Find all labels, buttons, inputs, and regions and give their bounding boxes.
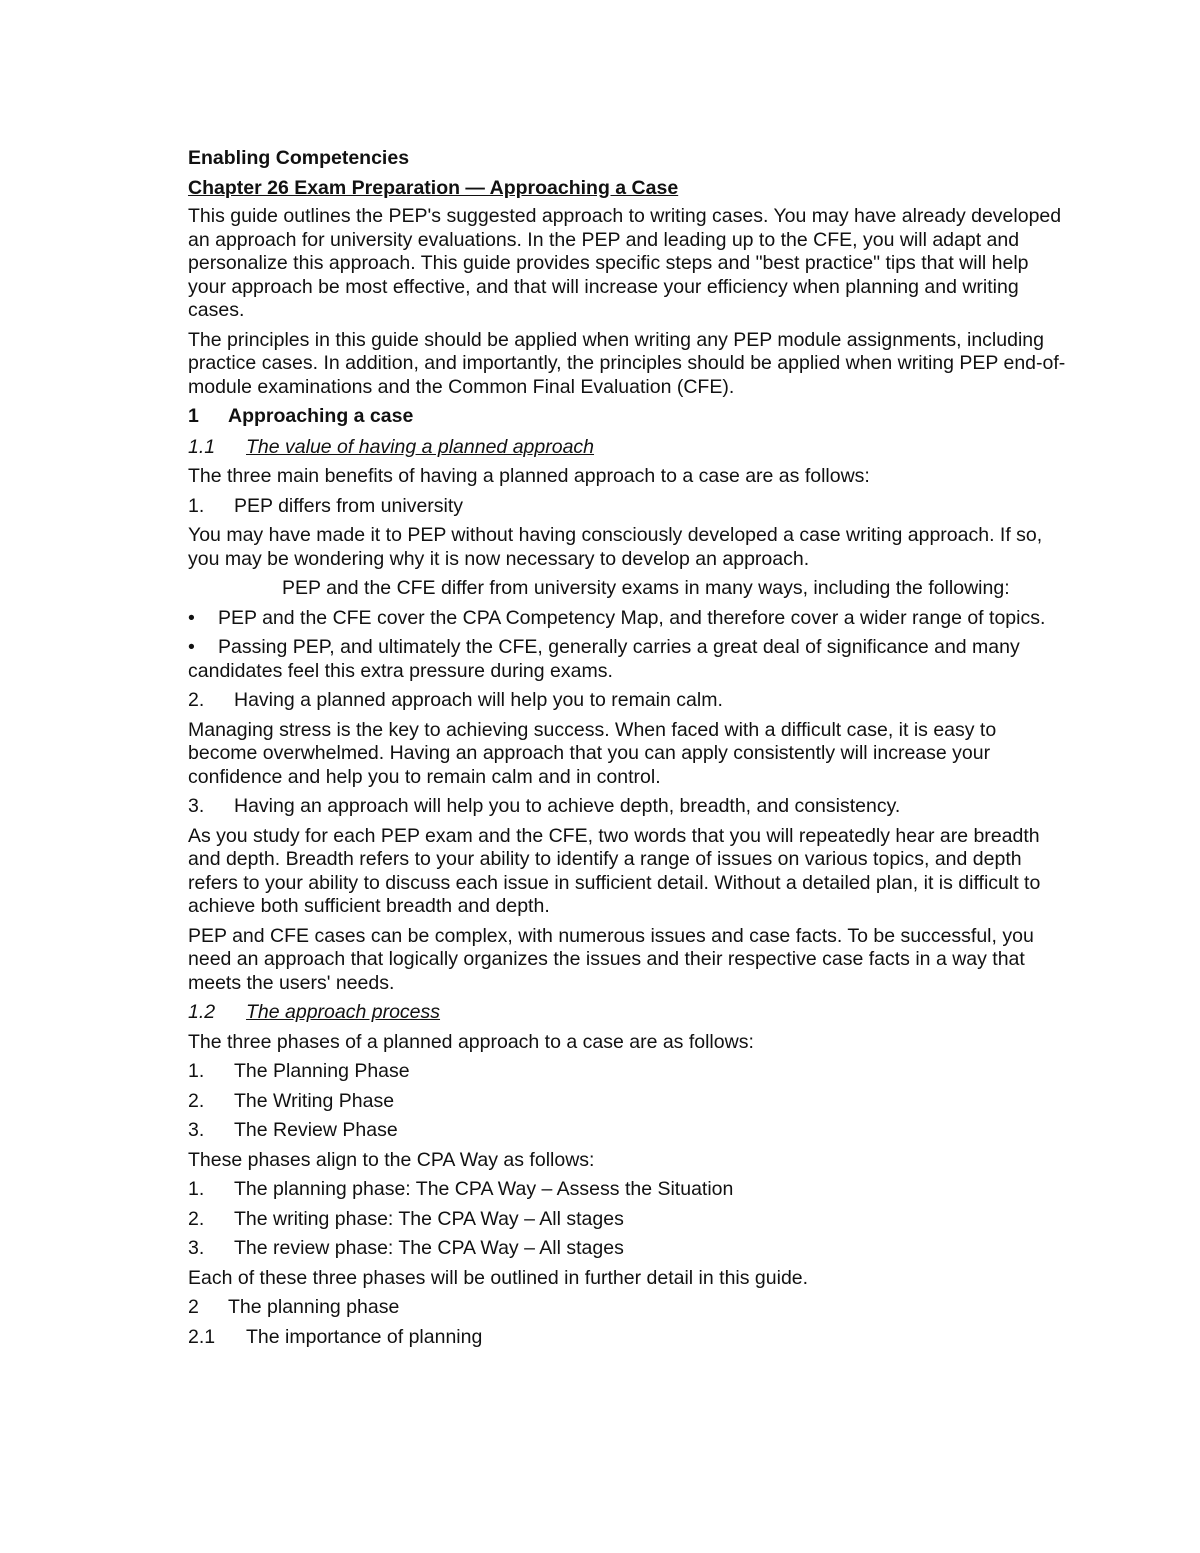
subsection-number: 1.1 bbox=[188, 435, 216, 458]
section-1-heading bbox=[188, 405, 1068, 429]
item-3-paragraph-1: As you study for each PEP exam and the CFE, two words that you will repeatedly hear are breadth and depth. Breadth refers to your ability to identify a range of issues on various topics, and depth refers to your ability to discuss each issue in sufficient detail. Without a detailed plan, it is difficult to achieve both sufficient breadth and depth. bbox=[188, 824, 1041, 917]
subsection-number: 2.1 bbox=[188, 1325, 216, 1348]
section-title: The planning phase bbox=[228, 1296, 400, 1318]
list-number: 1. bbox=[188, 1060, 205, 1082]
bullet-text: Passing PEP, and ultimately the CFE, generally carries a great deal of significance and many candidates feel this extra pressure during exams. bbox=[188, 636, 1020, 682]
subsection-title: The approach process bbox=[246, 1001, 441, 1023]
subsection-title: The importance of planning bbox=[246, 1325, 483, 1348]
subsection-1-2-heading bbox=[188, 1001, 1068, 1025]
list-item bbox=[188, 1178, 1068, 1202]
item-1-paragraph: You may have made it to PEP without having consciously developed a case writing approach. If so, you may be wondering why it is now necessary to develop an approach. bbox=[188, 524, 1043, 570]
intro-paragraph-1: This guide outlines the PEP's suggested approach to writing cases. You may have already developed an approach for university evaluations. In the PEP and leading up to the CFE, you will adapt and personalize this approach. This guide provides specific steps and "best practice" tips that will help your approach be most effective, and that will increase your efficiency when planning and writing cases. bbox=[188, 205, 1062, 321]
subsection-2-1-heading bbox=[188, 1326, 1068, 1350]
list-text: Having an approach will help you to achieve depth, breadth, and consistency. bbox=[234, 795, 901, 817]
item-3-paragraph-2: PEP and CFE cases can be complex, with numerous issues and case facts. To be successful, you need an approach that logically organizes the issues and their respective case facts in a way that meets the users' needs. bbox=[188, 924, 1034, 994]
section-2-heading bbox=[188, 1296, 1068, 1320]
subsection-number: 1.2 bbox=[188, 1001, 216, 1023]
list-text: The planning phase: The CPA Way – Assess the Situation bbox=[234, 1178, 734, 1200]
list-text: The writing phase: The CPA Way – All stages bbox=[234, 1207, 624, 1230]
document-page bbox=[188, 147, 1068, 1355]
list-item bbox=[188, 1119, 1068, 1143]
chapter-heading: Chapter 26 Exam Preparation — Approaching a Case bbox=[188, 176, 679, 199]
bullet-item bbox=[188, 636, 1068, 683]
bullet-glyph: • bbox=[188, 636, 195, 658]
list-item bbox=[188, 1208, 1068, 1232]
list-item bbox=[188, 1237, 1068, 1261]
list-number: 2. bbox=[188, 689, 205, 711]
section-number: 2 bbox=[188, 1296, 199, 1318]
closing-sentence: Each of these three phases will be outlined in further detail in this guide. bbox=[188, 1266, 809, 1289]
list-number: 1. bbox=[188, 1178, 205, 1200]
list-text: The Writing Phase bbox=[234, 1089, 395, 1112]
list-number: 2. bbox=[188, 1089, 205, 1112]
list-item bbox=[188, 795, 1068, 819]
bullet-text: PEP and the CFE cover the CPA Competency Map, and therefore cover a wider range of topics. bbox=[218, 606, 1046, 629]
list-number: 3. bbox=[188, 1237, 205, 1259]
list-number: 3. bbox=[188, 795, 205, 817]
item-2-paragraph: Managing stress is the key to achieving success. When faced with a difficult case, it is easy to become overwhelmed. Having an approach that you can apply consistently will increase your confidence and help you to remain calm and in control. bbox=[188, 718, 997, 788]
list-number: 2. bbox=[188, 1207, 205, 1230]
section-number: 1 bbox=[188, 405, 199, 427]
align-intro: These phases align to the CPA Way as follows: bbox=[188, 1148, 595, 1171]
list-number: 1. bbox=[188, 494, 205, 517]
benefits-intro: The three main benefits of having a planned approach to a case are as follows: bbox=[188, 465, 870, 487]
phases-intro: The three phases of a planned approach to a case are as follows: bbox=[188, 1030, 754, 1053]
list-item bbox=[188, 689, 1068, 713]
bullet-glyph: • bbox=[188, 606, 195, 629]
list-number: 3. bbox=[188, 1119, 205, 1141]
list-item bbox=[188, 495, 1068, 519]
list-text: Having a planned approach will help you to remain calm. bbox=[234, 689, 723, 711]
subsection-title: The value of having a planned approach bbox=[246, 435, 595, 458]
list-text: The review phase: The CPA Way – All stages bbox=[234, 1237, 624, 1259]
list-item bbox=[188, 1090, 1068, 1114]
item-1-indented-line: PEP and the CFE differ from university exams in many ways, including the following: bbox=[282, 577, 1010, 599]
list-item bbox=[188, 1060, 1068, 1084]
intro-paragraph-2: The principles in this guide should be applied when writing any PEP module assignments, including practice cases. In addition, and importantly, the principles should be applied when writing PEP end-of-module examinations and the Common Final Evaluation (CFE). bbox=[188, 328, 1066, 398]
list-text: PEP differs from university bbox=[234, 494, 464, 517]
bullet-item bbox=[188, 607, 1068, 631]
list-text: The Review Phase bbox=[234, 1119, 398, 1141]
section-title: Approaching a case bbox=[228, 405, 414, 427]
subsection-1-1-heading bbox=[188, 436, 1068, 460]
document-title: Enabling Competencies bbox=[188, 147, 410, 169]
list-text: The Planning Phase bbox=[234, 1060, 410, 1082]
